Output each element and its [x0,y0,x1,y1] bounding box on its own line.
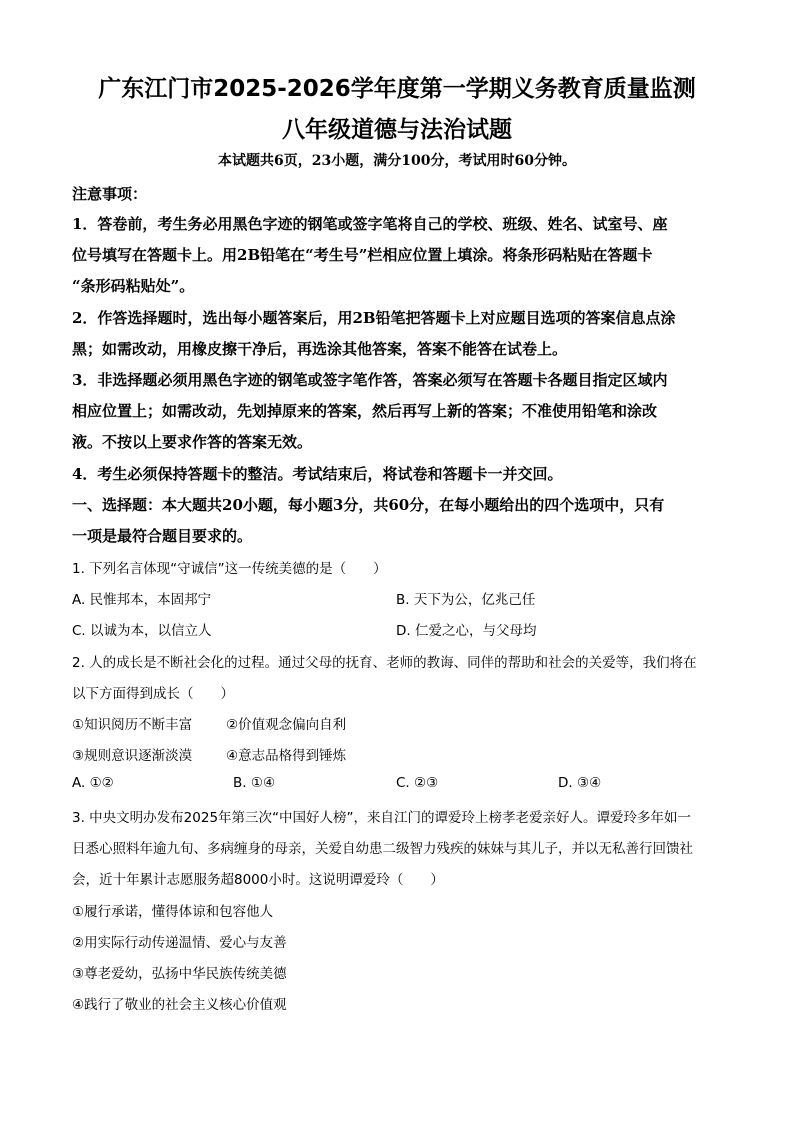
question-2-stem-line-2: 以下方面得到成长（ ） [72,686,234,702]
question-1-option-c: C. 以诚为本，以信立人 [72,623,212,639]
question-3-stem-line-1: 3. 中央文明办发布2025年第三次“中国好人榜”，来自江门的谭爱玲上榜孝老爱亲好人。谭爱玲多年如一 [72,810,692,826]
question-2-statement-4: ④意志品格得到锤炼 [226,748,347,764]
note-2-line-1: 2．作答选择题时，选出每小题答案后，用2B铅笔把答题卡上对应题目选项的答案信息点涂 [72,309,676,327]
question-3-statement-4: ④践行了敬业的社会主义核心价值观 [72,997,287,1013]
question-2-statement-2: ②价值观念偏向自利 [226,717,347,733]
note-3-line-2: 相应位置上；如需改动，先划掉原来的答案，然后再写上新的答案；不准使用铅笔和涂改 [72,402,658,420]
exam-title: 广东江门市2025-2026学年度第一学期义务教育质量监测 [98,76,696,102]
question-2-stem-line-1: 2. 人的成长是不断社会化的过程。通过父母的抚育、老师的教诲、同伴的帮助和社会的关爱等，我们将在 [72,655,697,671]
exam-info: 本试题共6页，23小题，满分100分，考试用时60分钟。 [218,153,576,169]
question-2-option-d: D. ③④ [558,775,602,791]
question-3-statement-2: ②用实际行动传递温情、爱心与友善 [72,935,287,951]
question-2-option-b: B. ①④ [233,775,276,791]
question-1-stem: 1. 下列名言体现“守诚信”这一传统美德的是（ ） [72,561,387,577]
note-3-line-1: 3．非选择题必须用黑色字迹的钢笔或签字笔作答，答案必须写在答题卡各题目指定区域内 [72,371,668,389]
note-3-line-3: 液。不按以上要求作答的答案无效。 [72,433,313,451]
question-3-statement-3: ③尊老爱幼，弘扬中华民族传统美德 [72,966,287,982]
note-1-line-3: “条形码粘贴处”。 [72,277,195,295]
question-2-statement-1: ①知识阅历不断丰富 [72,717,193,733]
question-1-option-a: A. 民惟邦本，本固邦宁 [72,592,212,608]
question-1-option-d: D. 仁爱之心，与父母均 [396,623,537,639]
question-1-option-b: B. 天下为公，亿兆己任 [396,592,536,608]
note-4-line-1: 4．考生必须保持答题卡的整洁。考试结束后，将试卷和答题卡一并交回。 [72,465,563,483]
question-3-stem-line-2: 日悉心照料年逾九旬、多病缠身的母亲，关爱自幼患二级智力残疾的妹妹与其儿子，并以无私善行回馈社 [72,841,693,857]
section-heading-line-1: 一、选择题：本大题共20小题，每小题3分，共60分，在每小题给出的四个选项中，只有 [72,496,665,514]
note-1-line-2: 位号填写在答题卡上。用2B铅笔在“考生号”栏相应位置上填涂。将条形码粘贴在答题卡 [72,246,653,264]
question-3-statement-1: ①履行承诺，懂得体谅和包容他人 [72,904,274,920]
question-2-statement-3: ③规则意识逐渐淡漠 [72,748,193,764]
question-2-option-c: C. ②③ [396,775,439,791]
notes-heading: 注意事项： [72,185,148,203]
question-3-stem-line-3: 会，近十年累计志愿服务超8000小时。这说明谭爱玲（ ） [72,872,444,888]
section-heading-line-2: 一项是最符合题目要求的。 [72,527,253,545]
question-2-option-a: A. ①② [72,775,114,791]
exam-subject-title: 八年级道德与法治试题 [282,117,512,143]
note-1-line-1: 1．答卷前，考生务必用黑色字迹的钢笔或签字笔将自己的学校、班级、姓名、试室号、座 [72,215,668,233]
note-2-line-2: 黑；如需改动，用橡皮擦干净后，再选涂其他答案，答案不能答在试卷上。 [72,340,568,358]
